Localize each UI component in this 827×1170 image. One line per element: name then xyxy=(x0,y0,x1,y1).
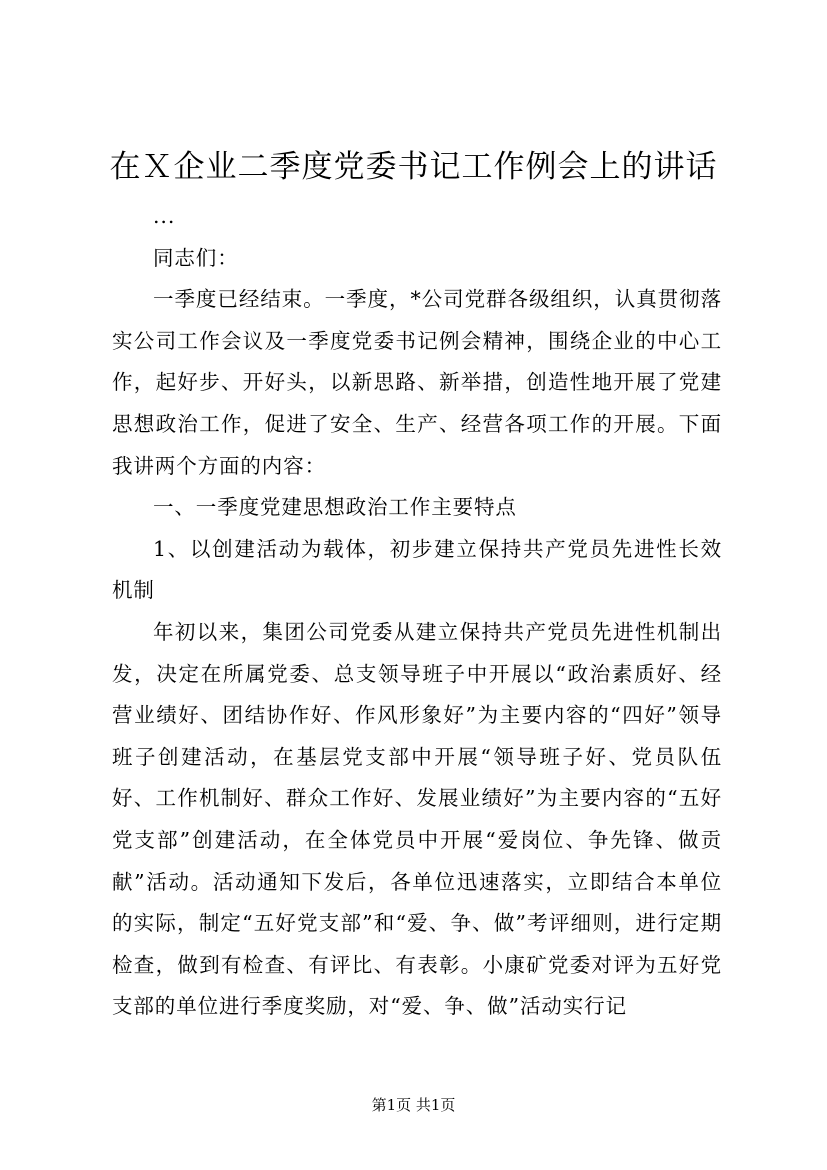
body-paragraph: 年初以来，集团公司党委从建立保持共产党员先进性机制出发，决定在所属党委、总支领导班子中开展以“政治素质好、经营业绩好、团结协作好、作风形象好”为主要内容的“四好”领导班子创建活动，在基层党支部中开展“领导班子好、党员队伍好、工作机制好、群众工作好、发展业绩好”为主要内容的“五好党支部”创建活动，在全体党员中开展“爱岗位、争先锋、做贡献”活动。活动通知下发后，各单位迅速落实，立即结合本单位的实际，制定“五好党支部”和“爱、争、做”考评细则，进行定期检查，做到有检查、有评比、有表彰。小康矿党委对评为五好党支部的单位进行季度奖励，对“爱、争、做”活动实行记 xyxy=(112,619,722,1019)
section-heading: 一、一季度党建思想政治工作主要特点 xyxy=(153,495,517,520)
subsection-heading: 1、以创建活动为载体，初步建立保持共产党员先进性长效机制 xyxy=(112,536,722,603)
intro-paragraph: 一季度已经结束。一季度，*公司党群各级组织，认真贯彻落实公司工作会议及一季度党委书记例会精神，围绕企业的中心工作，起好步、开好头，以新思路、新举措，创造性地开展了党建思想政治工作，促进了安全、生产、经营各项工作的开展。下面我讲两个方面的内容： xyxy=(112,287,722,478)
salutation-paragraph: 同志们： xyxy=(153,245,239,270)
ellipsis-paragraph: ... xyxy=(153,204,176,228)
document-title: 在Ｘ企业二季度党委书记工作例会上的讲话 xyxy=(109,149,718,185)
document-body xyxy=(112,196,722,1028)
page-footer: 第1页 共1页 xyxy=(371,1096,456,1114)
